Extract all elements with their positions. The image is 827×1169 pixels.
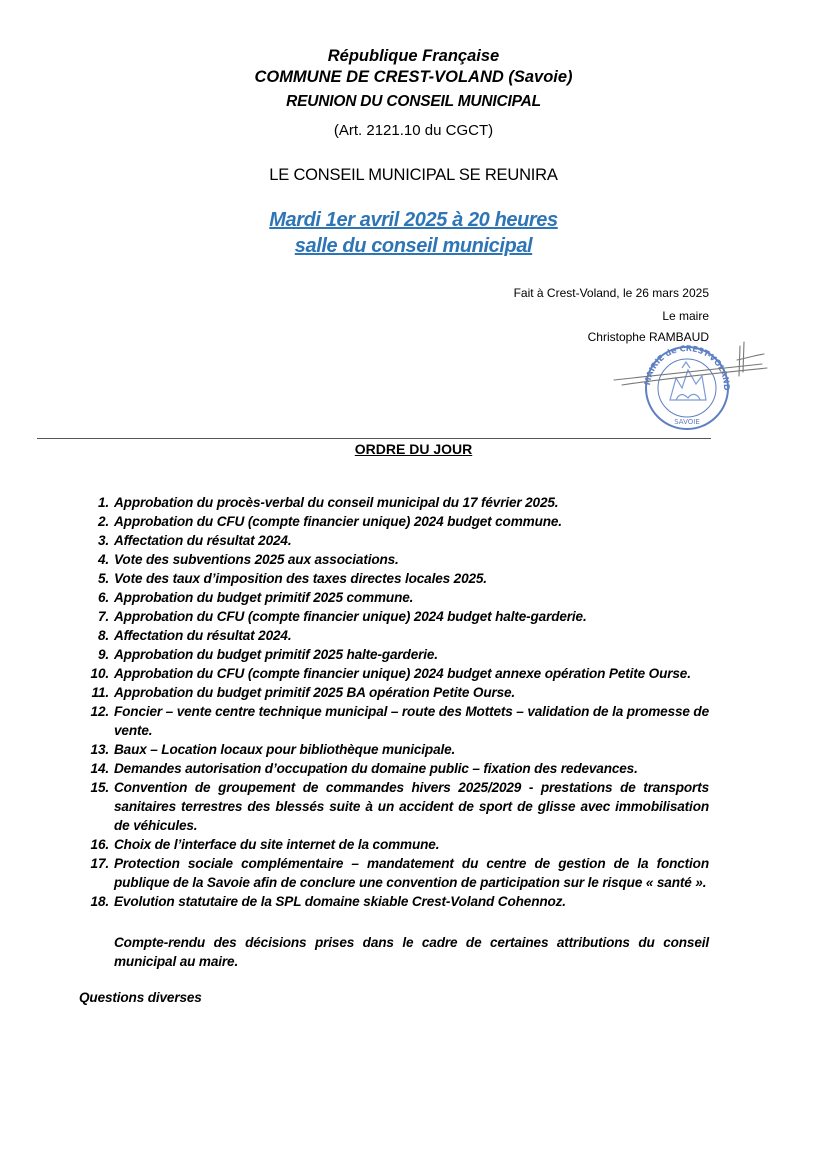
agenda-item <box>80 512 709 531</box>
agenda-item-number: 14. <box>90 761 109 776</box>
agenda-item-number: 4. <box>97 552 109 567</box>
agenda-item <box>80 588 709 607</box>
agenda-item <box>80 759 709 778</box>
agenda-item-number: 8. <box>97 628 109 643</box>
agenda-item <box>80 740 709 759</box>
agenda-item-number: 15. <box>90 780 109 795</box>
agenda-item <box>80 626 709 645</box>
agenda-item-text: Affectation du résultat 2024. <box>114 533 292 548</box>
ordre-du-jour-title: ORDRE DU JOUR <box>354 441 473 457</box>
meeting-place: salle du conseil municipal <box>294 235 533 257</box>
agenda-list <box>80 493 709 911</box>
agenda-item-text: Demandes autorisation d’occupation du domaine public – fixation des redevances. <box>114 761 638 776</box>
agenda-item-text: Approbation du CFU (compte financier unique) 2024 budget annexe opération Petite Ourse. <box>114 666 691 681</box>
agenda-item <box>80 664 709 683</box>
agenda-item-text: Approbation du procès-verbal du conseil municipal du 17 février 2025. <box>114 495 559 510</box>
agenda-item-number: 11. <box>91 685 109 700</box>
agenda-item-text: Vote des subventions 2025 aux associations. <box>114 552 399 567</box>
agenda-item <box>80 493 709 512</box>
agenda-item <box>80 778 709 835</box>
agenda-item-number: 1. <box>97 495 109 510</box>
compte-rendu-note: Compte-rendu des décisions prises dans le cadre de certaines attributions du conseil municipal au maire. <box>114 935 709 969</box>
agenda-item <box>80 607 709 626</box>
agenda-item-number: 13. <box>90 742 109 757</box>
agenda-item-number: 6. <box>97 590 109 605</box>
agenda-item-number: 7. <box>97 609 109 624</box>
agenda-item-number: 12. <box>90 704 109 719</box>
agenda-item <box>80 550 709 569</box>
agenda-item-text: Convention de groupement de commandes hivers 2025/2029 - prestations de transports sanitaires terrestres des blessés suite à un accident de sport de glisse avec immobilisation de véhicules. <box>114 780 709 833</box>
maire-role: Le maire <box>662 309 709 323</box>
agenda-item <box>80 702 709 740</box>
agenda-item-number: 5. <box>97 571 109 586</box>
fait-a-line: Fait à Crest-Voland, le 26 mars 2025 <box>513 286 709 300</box>
agenda-item-number: 9. <box>97 647 109 662</box>
agenda-item-text: Approbation du CFU (compte financier unique) 2024 budget commune. <box>114 514 562 529</box>
agenda-item-text: Baux – Location locaux pour bibliothèque municipale. <box>114 742 456 757</box>
agenda-item <box>80 835 709 854</box>
agenda-item-number: 2. <box>97 514 109 529</box>
agenda-item-text: Affectation du résultat 2024. <box>114 628 292 643</box>
questions-diverses: Questions diverses <box>79 990 202 1005</box>
agenda-item-number: 17. <box>90 856 109 871</box>
agenda-item-number: 16. <box>90 837 109 852</box>
reunira-heading: LE CONSEIL MUNICIPAL SE REUNIRA <box>269 166 558 184</box>
svg-text:SAVOIE: SAVOIE <box>674 418 700 426</box>
article-reference: (Art. 2121.10 du CGCT) <box>333 122 494 139</box>
agenda-item-text: Choix de l’interface du site internet de la commune. <box>114 837 440 852</box>
agenda-item-text: Vote des taux d’imposition des taxes directes locales 2025. <box>114 571 487 586</box>
agenda-item <box>80 892 709 911</box>
agenda-item <box>80 569 709 588</box>
agenda-item-text: Approbation du budget primitif 2025 commune. <box>114 590 414 605</box>
agenda-item <box>80 645 709 664</box>
svg-text:MAIRIE de CREST-VOLAND: MAIRIE de CREST-VOLAND <box>642 343 732 391</box>
maire-name: Christophe RAMBAUD <box>587 330 709 344</box>
agenda-item-text: Protection sociale complémentaire – mandatement du centre de gestion de la fonction publique de la Savoie afin de conclure une convention de participation sur le risque « santé ». <box>114 856 709 890</box>
commune-title: COMMUNE DE CREST-VOLAND (Savoie) <box>254 68 573 86</box>
agenda-item-number: 3. <box>97 533 109 548</box>
agenda-item-text: Approbation du budget primitif 2025 BA opération Petite Ourse. <box>114 685 516 700</box>
section-divider <box>37 438 711 439</box>
agenda-item <box>80 854 709 892</box>
republique-francaise: République Française <box>327 47 500 65</box>
reunion-title: REUNION DU CONSEIL MUNICIPAL <box>286 93 541 110</box>
meeting-place-line <box>0 235 827 258</box>
agenda-item-text: Approbation du budget primitif 2025 halte-garderie. <box>114 647 438 662</box>
agenda-item-number: 10. <box>90 666 109 681</box>
meeting-date: Mardi 1er avril 2025 à 20 heures <box>269 209 558 231</box>
agenda-item-text: Foncier – vente centre technique municipal – route des Mottets – validation de la promesse de vente. <box>114 704 709 738</box>
mairie-stamp-signature <box>612 338 772 430</box>
agenda-item-number: 18. <box>90 894 109 909</box>
agenda-item <box>80 531 709 550</box>
meeting-date-line <box>0 209 827 232</box>
agenda-item-text: Approbation du CFU (compte financier unique) 2024 budget halte-garderie. <box>114 609 587 624</box>
agenda-item-text: Evolution statutaire de la SPL domaine skiable Crest-Voland Cohennoz. <box>114 894 566 909</box>
agenda-item <box>80 683 709 702</box>
